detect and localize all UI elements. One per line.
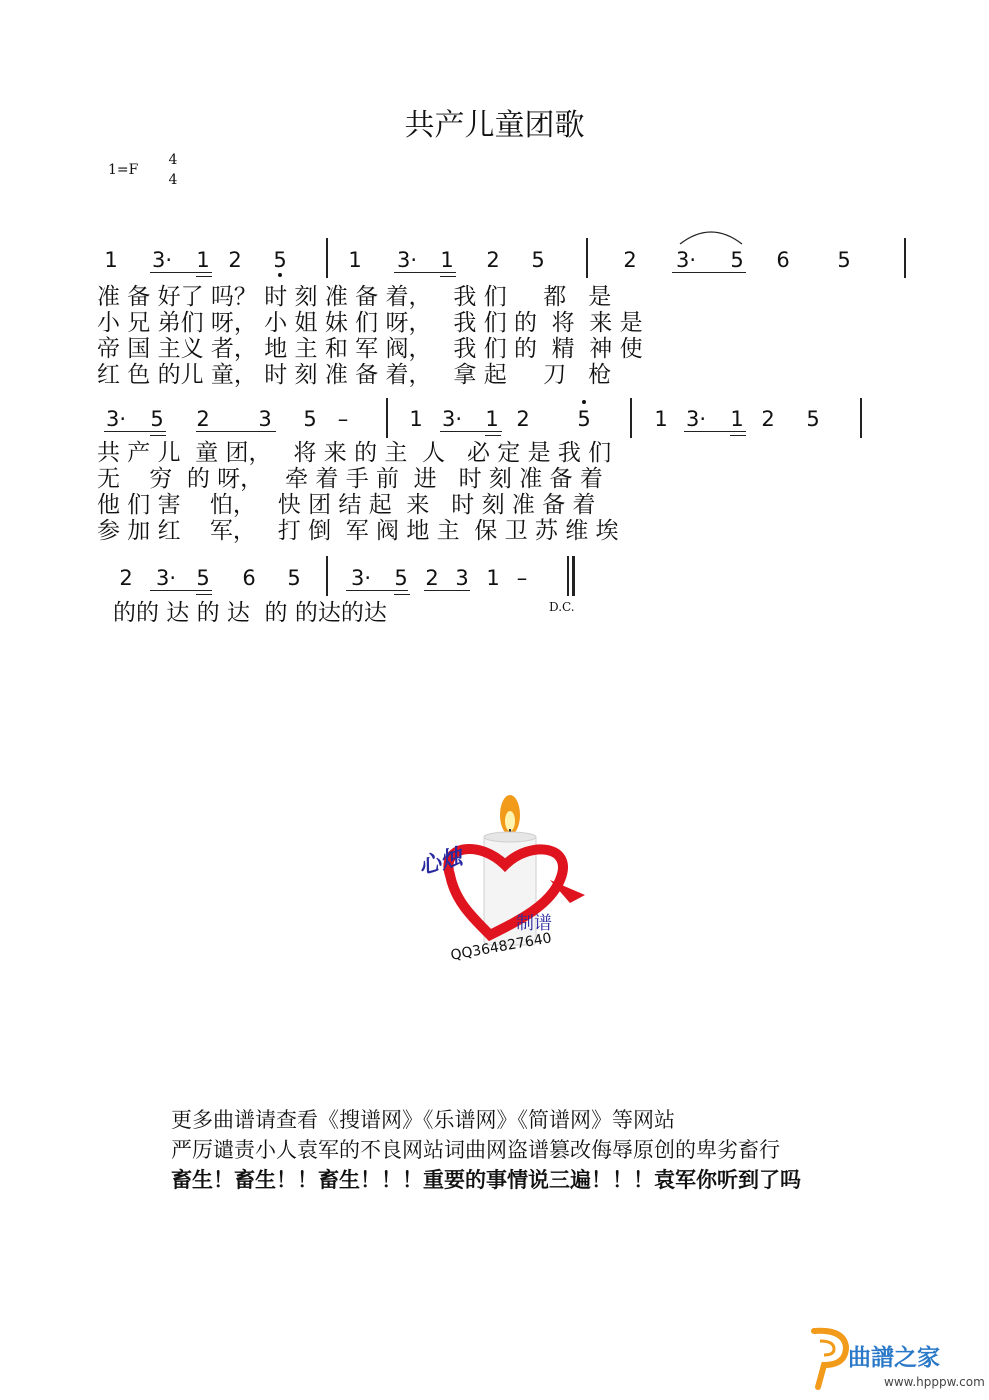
lyric-line: 的的 达 的 达 的 的达的达 [113,600,387,626]
beam [730,435,746,436]
note: 3· [685,407,707,431]
note: 3· [105,407,127,431]
logo-right-text: 制谱 [516,913,552,934]
meter-bottom: 4 [168,172,178,188]
octave-dot [582,400,586,404]
time-signature [166,150,180,190]
key-signature: 1=F [108,162,139,178]
note: 5 [196,566,210,590]
beam [684,431,746,432]
note: 3 [258,407,272,431]
note: 5 [303,407,317,431]
note: 2 [196,407,210,431]
note: 2 [425,566,439,590]
note: 3· [675,248,697,272]
footer-line-3: 畜生！畜生！！畜生！！！重要的事情说三遍！！！袁军你听到了吗 [171,1168,801,1192]
beam [394,272,456,273]
meter-top: 4 [168,152,178,168]
beam [440,276,456,277]
note: 1 [409,407,423,431]
beam [485,435,501,436]
maker-logo [410,785,600,965]
note: 2 [119,566,133,590]
note: 2 [623,248,637,272]
note: 5 [531,248,545,272]
note: 3· [155,566,177,590]
lyric-line: 小 兄 弟们 呀， 小 姐 妹 们 呀， 我 们 的 将 来 是 [97,310,643,336]
da-capo-mark: D.C. [549,600,575,614]
octave-dot [278,273,282,277]
note: 5 [287,566,301,590]
note: 1 [196,248,210,272]
slur-mark [678,226,744,246]
note: 3· [441,407,463,431]
note: 5 [806,407,820,431]
bar-line [386,398,388,438]
beam [196,431,276,432]
beam [672,272,746,273]
beam [196,594,212,595]
lyric-line: 准 备 好了 吗？ 时 刻 准 备 着， 我 们 都 是 [97,284,612,310]
site-watermark [800,1325,985,1395]
beam [104,431,166,432]
footer-line-1: 更多曲谱请查看《搜谱网》《乐谱网》《简谱网》等网站 [171,1108,675,1132]
note: 5 [150,407,164,431]
note: 2 [486,248,500,272]
footer-line-2: 严厉谴责小人袁军的不良网站词曲网盗谱篡改侮辱原创的卑劣畜行 [171,1138,780,1162]
note: 5 [394,566,408,590]
note: 5 [837,248,851,272]
note: 2 [761,407,775,431]
beam [150,272,212,273]
note: 6 [242,566,256,590]
note: 1 [485,407,499,431]
beam [424,590,470,591]
note: 6 [776,248,790,272]
note: 3· [396,248,418,272]
note: 2 [516,407,530,431]
lyric-line: 帝 国 主义 者， 地 主 和 军 阀， 我 们 的 精 神 使 [97,336,643,362]
lyric-line: 共 产 儿 童 团， 将 来 的 主 人 必 定 是 我 们 [97,440,612,466]
note: 1 [104,248,118,272]
note: 1 [348,248,362,272]
note: 5 [273,248,287,272]
note: 1 [486,566,500,590]
bar-line [630,398,632,438]
note: 1 [730,407,744,431]
beam [196,276,212,277]
note: 2 [228,248,242,272]
beam [440,431,502,432]
note: 5 [577,407,591,431]
note: 5 [730,248,744,272]
note: 1 [440,248,454,272]
bar-line [860,398,862,438]
note: 3· [350,566,372,590]
note: – [516,566,528,590]
lyric-line: 他 们 害 怕， 快 团 结 起 来 时 刻 准 备 着 [97,492,596,518]
final-bar-thin [567,556,569,596]
lyric-line: 红 色 的儿 童， 时 刻 准 备 着， 拿 起 刀 枪 [97,362,612,388]
beam [150,590,212,591]
watermark-url: www.hpppw.com [884,1375,985,1389]
song-title: 共产儿童团歌 [404,108,585,143]
bar-line [326,556,328,596]
note: – [337,407,349,431]
lyric-line: 参 加 红 军， 打 倒 军 阀 地 主 保 卫 苏 维 埃 [97,518,619,544]
note: 3 [455,566,469,590]
watermark-brand: 曲譜之家 [848,1345,940,1371]
bar-line [326,238,328,278]
lyric-line: 无 穷 的 呀， 牵 着 手 前 进 时 刻 准 备 着 [97,466,603,492]
logo-qq-text: QQ364827640 [449,930,553,964]
note: 3· [151,248,173,272]
beam [346,590,408,591]
note: 1 [654,407,668,431]
logo-left-text: 心烛 [416,844,466,881]
beam [150,435,166,436]
bar-line [904,238,906,278]
final-bar-thick [572,556,575,596]
beam [394,594,410,595]
bar-line [586,238,588,278]
